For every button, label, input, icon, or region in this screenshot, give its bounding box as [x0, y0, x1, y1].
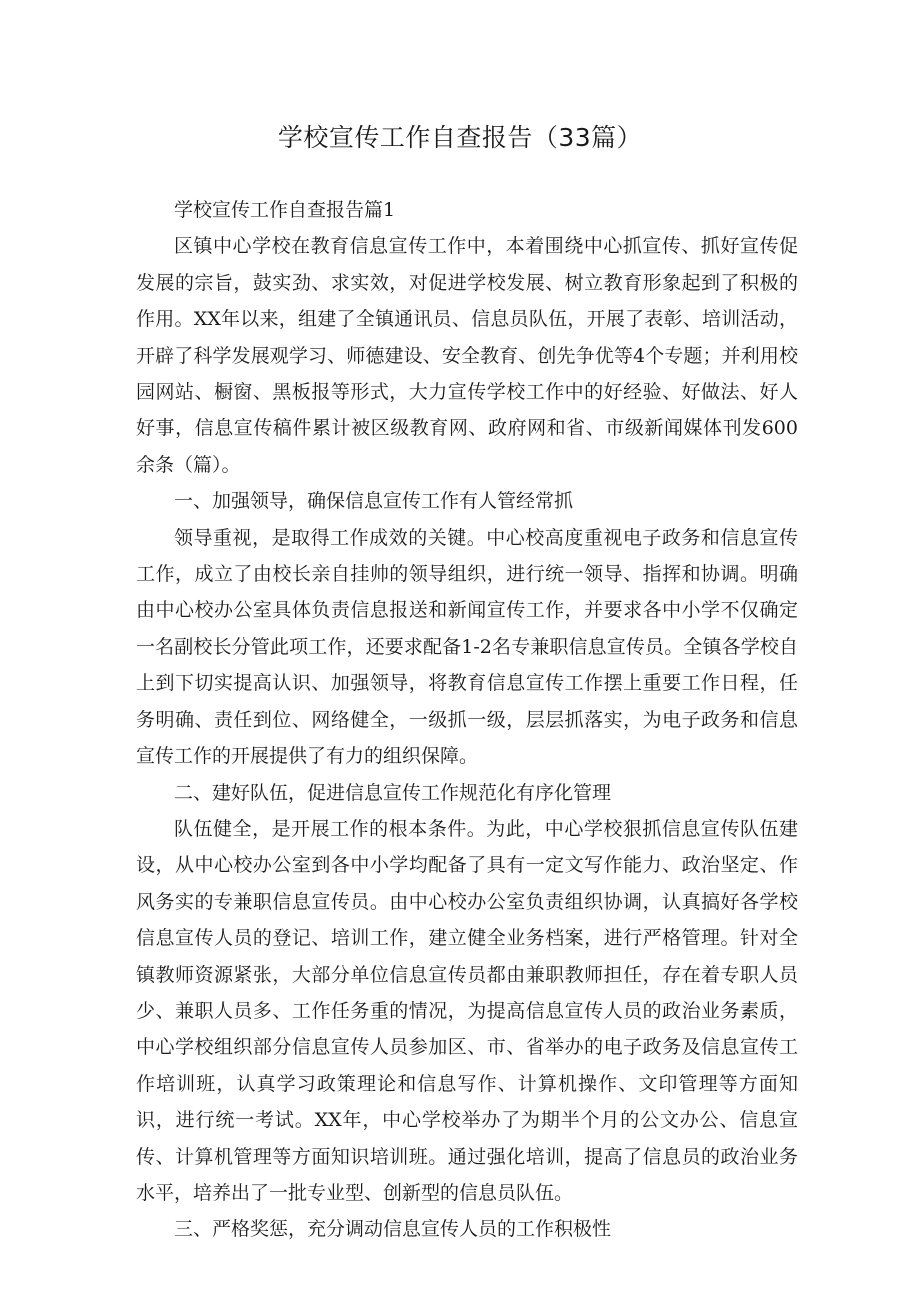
section-heading: 二、建好队伍，促进信息宣传工作规范化有序化管理: [174, 781, 612, 804]
document-title: 学校宣传工作自查报告（33篇）: [277, 123, 643, 152]
section-heading: 一、加强领导，确保信息宣传工作有人管经常抓: [174, 490, 574, 513]
document-body: [136, 192, 798, 1248]
section-heading: 学校宣传工作自查报告篇1: [174, 199, 396, 221]
paragraph: 区镇中心学校在教育信息宣传工作中，本着围绕中心抓宣传、抓好宣传促发展的宗旨，鼓实劲、求实效，对促进学校发展、树立教育形象起到了积极的作用。XX年以来，组建了全镇通讯员、信息员队伍，开展了表彰、培训活动，开辟了科学发展观学习、师德建设、安全教育、创先争优等4个专题；并利用校园网站、橱窗、黑板报等形式，大力宣传学校工作中的好经验、好做法、好人好事，信息宣传稿件累计被区级教育网、政府网和省、市级新闻媒体刊发600余条（篇）。: [136, 235, 798, 476]
section-heading: 三、严格奖惩，充分调动信息宣传人员的工作积极性: [174, 1218, 612, 1241]
paragraph: 领导重视，是取得工作成效的关键。中心校高度重视电子政务和信息宣传工作，成立了由校长亲自挂帅的领导组织，进行统一领导、指挥和协调。明确由中心校办公室具体负责信息报送和新闻宣传工作，并要求各中小学不仅确定一名副校长分管此项工作，还要求配备1-2名专兼职信息宣传员。全镇各学校自上到下切实提高认识、加强领导，将教育信息宣传工作摆上重要工作日程，任务明确、责任到位、网络健全，一级抓一级，层层抓落实，为电子政务和信息宣传工作的开展提供了有力的组织保障。: [136, 526, 798, 768]
paragraph: 队伍健全，是开展工作的根本条件。为此，中心学校狠抓信息宣传队伍建设，从中心校办公室到各中小学均配备了具有一定文写作能力、政治坚定、作风务实的专兼职信息宣传员。由中心校办公室负责组织协调，认真搞好各学校信息宣传人员的登记、培训工作，建立健全业务档案，进行严格管理。针对全镇教师资源紧张，大部分单位信息宣传员都由兼职教师担任，存在着专职人员少、兼职人员多、工作任务重的情况，为提高信息宣传人员的政治业务素质，中心学校组织部分信息宣传人员参加区、市、省举办的电子政务及信息宣传工作培训班，认真学习政策理论和信息写作、计算机操作、文印管理等方面知识，进行统一考试。XX年，中心学校举办了为期半个月的公文办公、信息宣传、计算机管理等方面知识培训班。通过强化培训，提高了信息员的政治业务水平，培养出了一批专业型、创新型的信息员队伍。: [136, 817, 798, 1204]
